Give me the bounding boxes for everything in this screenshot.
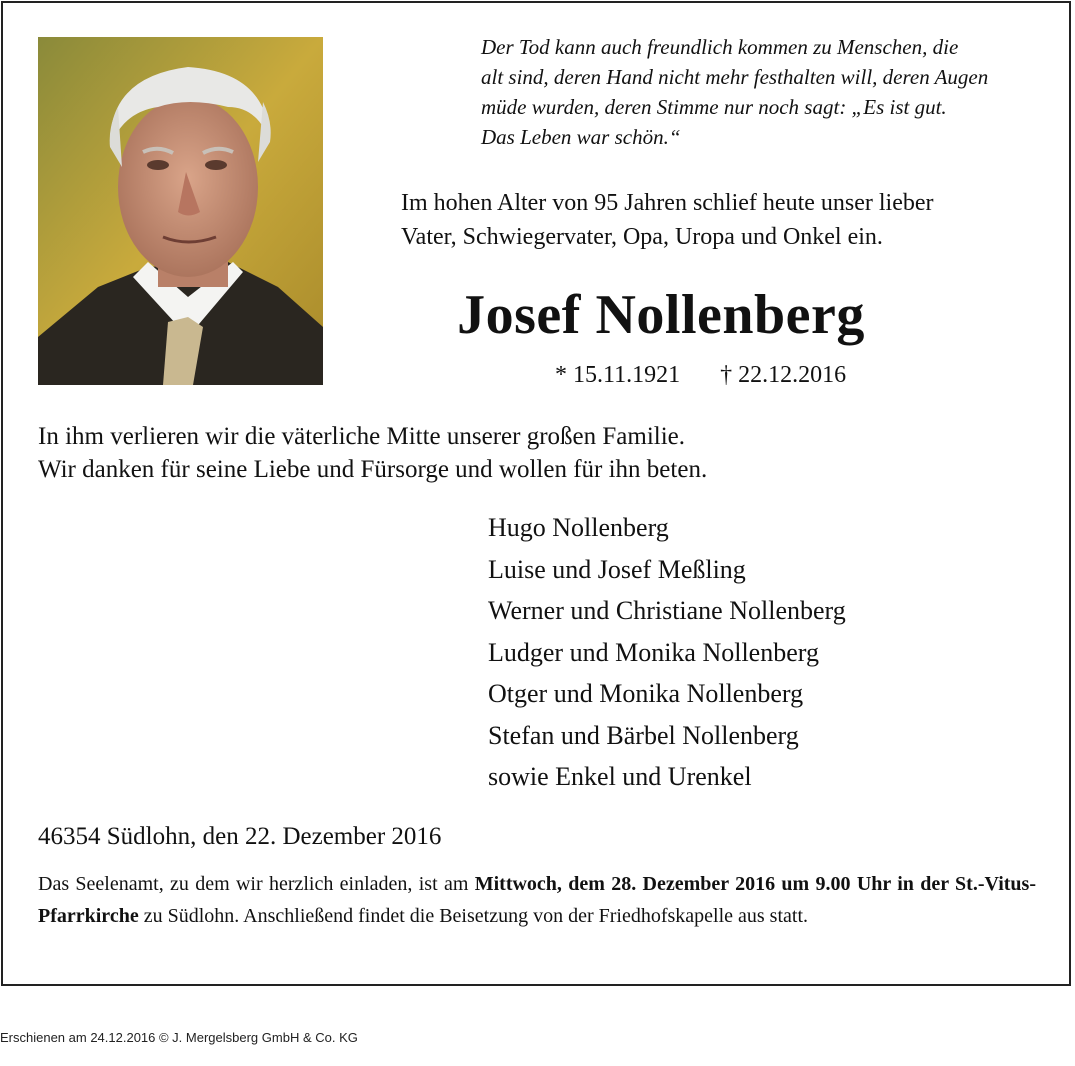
intro-line: Im hohen Alter von 95 Jahren schlief heute unser lieber [401,190,934,216]
service-info [38,868,1036,932]
portrait-image [38,37,323,385]
service-text: zu Südlohn. Anschließend findet die Beisetzung von der Friedhofskapelle aus statt. [138,905,809,927]
mourner-entry: Otger und Monika Nollenberg [488,679,804,708]
life-dates [555,360,846,390]
quote-line: müde wurden, deren Stimme nur noch sagt: „Es ist gut. [481,95,947,119]
service-time-location: Mittwoch, dem 28. Dezember 2016 um 9.00 Uhr in der St.-Vitus-Pfarrkirche [38,873,1036,927]
quote-line: Das Leben war schön.“ [481,125,681,149]
mourner-entry: Werner und Christiane Nollenberg [488,596,846,625]
mourner-entry: Luise und Josef Meßling [488,554,746,584]
mourners-list [488,507,846,798]
message-line: Wir danken für seine Liebe und Fürsorge und wollen für ihn beten. [38,456,708,483]
mourner-entry: Hugo Nollenberg [488,513,669,542]
message-line: In ihm verlieren wir die väterliche Mitte unserer großen Familie. [38,423,685,450]
birth-date: * 15.11.1921 [555,362,681,388]
quote-line: alt sind, deren Hand nicht mehr festhalten will, deren Augen [481,65,989,89]
service-text: Das Seelenamt, zu dem wir herzlich einladen, ist am [38,873,475,895]
deceased-name: Josef Nollenberg [457,284,865,346]
mourner-entry: Stefan und Bärbel Nollenberg [488,720,799,750]
intro-line: Vater, Schwiegervater, Opa, Uropa und Onkel ein. [401,224,883,250]
intro-text [401,186,1041,254]
quote-line: Der Tod kann auch freundlich kommen zu Menschen, die [481,35,959,59]
mourner-entry: sowie Enkel und Urenkel [488,762,752,791]
portrait-photo [38,37,323,385]
quote-block [481,32,1036,152]
death-date: † 22.12.2016 [720,362,847,388]
family-message [38,420,1038,486]
publication-footer: Erschienen am 24.12.2016 © J. Mergelsberg GmbH & Co. KG [0,1030,358,1045]
place-and-date: 46354 Südlohn, den 22. Dezember 2016 [38,823,442,850]
mourner-entry: Ludger und Monika Nollenberg [488,637,819,667]
